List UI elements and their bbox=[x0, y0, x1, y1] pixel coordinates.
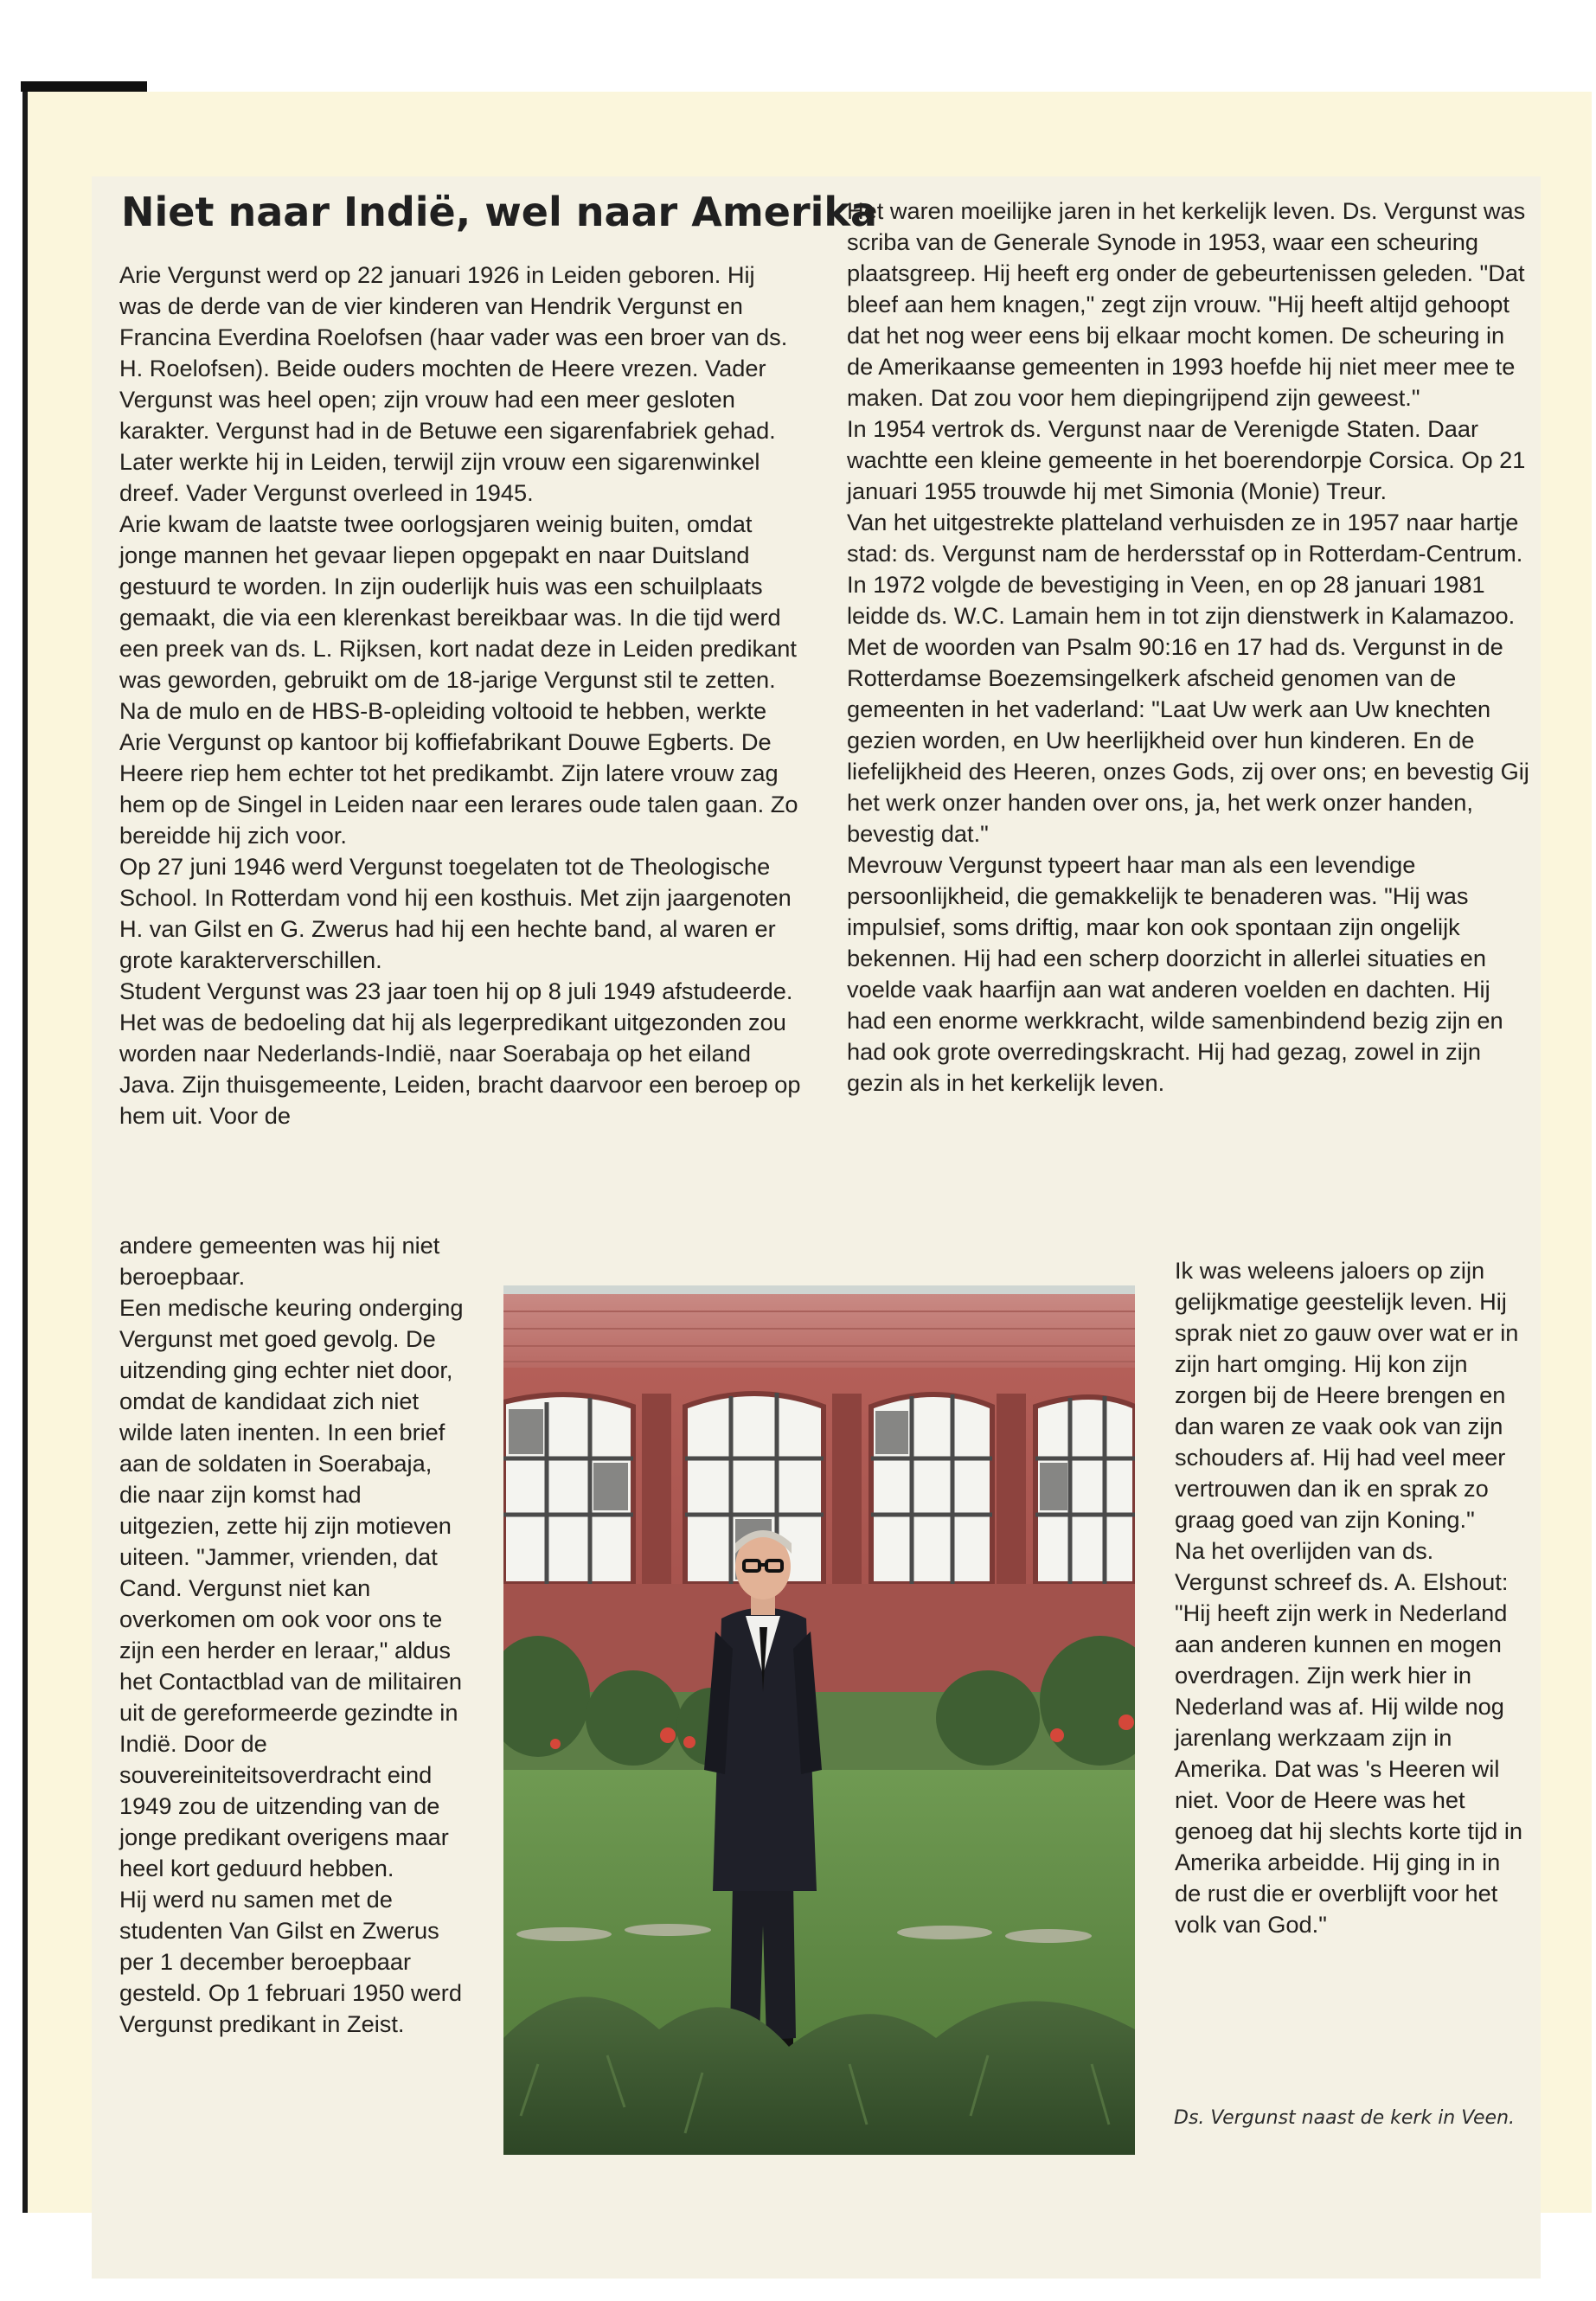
paragraph: Mevrouw Vergunst typeert haar man als een levendige persoonlijkheid, die gemakkelijk te benaderen was. "Hij was impulsief, soms driftig, maar kon ook spontaan zijn ongelijk bekennen. Hij had een scherp doorzicht in allerlei situaties en voelde vaak haarfijn aan wat anderen voelden en dachten. Hij had een enorme werkkracht, wilde samenbindend bezig zijn en had ook grote overredingskracht. Hij had gezag, zowel in zijn gezin als in het kerkelijk leven. bbox=[847, 851, 1503, 1096]
left-column bbox=[119, 260, 803, 1131]
paragraph: In 1954 vertrok ds. Vergunst naar de Verenigde Staten. Daar wachtte een kleine gemeente in het boerendorpje Corsica. Op 21 januari 1955 trouwde hij met Simonia (Monie) Treur. bbox=[847, 415, 1526, 504]
narrow-column bbox=[119, 1230, 467, 2040]
page-edge-bar bbox=[22, 92, 28, 2213]
paragraph: Op 27 juni 1946 werd Vergunst toegelaten tot de Theologische School. In Rotterdam vond hij een kosthuis. Met zijn jaargenoten H. van Gilst en G. Zwerus had hij een hechte band, al waren er grote karakterverschillen. bbox=[119, 853, 792, 973]
paragraph: Student Vergunst was 23 jaar toen hij op 8 juli 1949 afstudeerde. Het was de bedoeling dat hij als legerpredikant uitgezonden zou worden naar Nederlands-Indië, naar Soerabaja op het eiland Java. Zijn thuisgemeente, Leiden, bracht daarvoor een beroep op hem uit. Voor de bbox=[119, 977, 801, 1129]
paragraph: Na de mulo en de HBS-B-opleiding voltooid te hebben, werkte Arie Vergunst op kantoor bij koffiefabrikant Douwe Egberts. De Heere riep hem echter tot het predikambt. Zijn latere vrouw zag hem op de Singel in Leiden naar een lerares oude talen gaan. Zo bereidde hij zich voor. bbox=[119, 697, 798, 849]
article-title: Niet naar Indië, wel naar Amerika bbox=[121, 189, 878, 235]
photo-vergunst-by-church bbox=[503, 1285, 1135, 2155]
right-column bbox=[1175, 1255, 1531, 1940]
paragraph: Een medische keuring onderging Vergunst met goed gevolg. De uitzending ging echter niet door, omdat de kandidaat zich niet wilde laten inenten. In een brief aan de soldaten in Soerabaja, die naar zijn komst had uitgezien, zette hij zijn motieven uiteen. "Jammer, vrienden, dat Cand. Vergunst niet kan overkomen om ook voor ons te zijn een herder en leraar," aldus het Contactblad van de militairen uit de gereformeerde gezindte in Indië. Door de souvereiniteitsoverdracht eind 1949 zou de uitzending van de jonge predikant overigens maar heel kort geduurd hebben. bbox=[119, 1294, 464, 1881]
paragraph: Arie Vergunst werd op 22 januari 1926 in Leiden geboren. Hij was de derde van de vier kinderen van Hendrik Vergunst en Francina Everdina Roelofsen (haar vader was een broer van ds. H. Roelofsen). Beide ouders mochten de Heere vrezen. Vader Vergunst was heel open; zijn vrouw had een meer gesloten karakter. Vergunst had in de Betuwe een sigarenfabriek gehad. Later werkte hij in Leiden, terwijl zijn vrouw een sigarenwinkel dreef. Vader Vergunst overleed in 1945. bbox=[119, 261, 788, 506]
paragraph: Arie kwam de laatste twee oorlogsjaren weinig buiten, omdat jonge mannen het gevaar liepen opgepakt en naar Duitsland gestuurd te worden. In zijn ouderlijk huis was een schuilplaats gemaakt, die via een klerenkast bereikbaar was. In die tijd werd een preek van ds. L. Rijksen, kort nadat deze in Leiden predikant was geworden, gebruikt om de 18-jarige Vergunst stil te zetten. bbox=[119, 510, 797, 693]
top-rule bbox=[21, 81, 147, 92]
paragraph: Het waren moeilijke jaren in het kerkelijk leven. Ds. Vergunst was scriba van de Generale Synode in 1953, waar een scheuring plaatsgreep. Hij heeft erg onder de gebeurtenissen geleden. "Dat bleef aan hem knagen," zegt zijn vrouw. "Hij heeft altijd gehoopt dat het nog weer eens bij elkaar mocht komen. De scheuring in de Amerikaanse gemeenten in 1993 hoefde hij niet meer mee te maken. Dat zou voor hem diepingrijpend zijn geweest." bbox=[847, 197, 1526, 411]
middle-column bbox=[847, 195, 1530, 1099]
paragraph: Ik was weleens jaloers op zijn gelijkmatige geestelijk leven. Hij sprak niet zo gauw over wat er in zijn hart omging. Hij kon zijn zorgen bij de Heere brengen en dan waren ze vaak ook van zijn schouders af. Hij had veel meer vertrouwen dan ik en sprak zo graag goed van zijn Koning." bbox=[1175, 1257, 1519, 1533]
paragraph: andere gemeenten was hij niet beroepbaar. bbox=[119, 1232, 440, 1290]
paragraph: Hij werd nu samen met de studenten Van Gilst en Zwerus per 1 december beroepbaar gesteld. Op 1 februari 1950 werd Vergunst predikant in Zeist. bbox=[119, 1886, 462, 2037]
photo-caption: Ds. Vergunst naast de kerk in Veen. bbox=[1174, 2107, 1516, 2129]
paragraph: Van het uitgestrekte platteland verhuisden ze in 1957 naar hartje stad: ds. Vergunst nam de herdersstaf op in Rotterdam-Centrum. In 1972 volgde de bevestiging in Veen, en op 28 januari 1981 leidde ds. W.C. Lamain hem in tot zijn dienstwerk in Kalamazoo. Met de woorden van Psalm 90:16 en 17 had ds. Vergunst in de Rotterdamse Boezemsingelkerk afscheid genomen van de gemeenten in het vaderland: "Laat Uw werk aan Uw knechten gezien worden, en Uw heerlijkheid over hun kinderen. En de liefelijkheid des Heeren, onzes Gods, zij over ons; en bevestig Gij het werk onzer handen over ons, ja, het werk onzer handen, bevestig dat." bbox=[847, 509, 1529, 847]
paragraph: Na het overlijden van ds. Vergunst schreef ds. A. Elshout: "Hij heeft zijn werk in Nederland aan anderen kunnen en mogen overdragen. Zijn werk hier in Nederland was af. Hij wilde nog jarenlang werkzaam zijn in Amerika. Dat was 's Heeren wil niet. Voor de Heere was het genoeg dat hij slechts korte tijd in Amerika arbeidde. Hij ging in in de rust die er overblijft voor het volk van God." bbox=[1175, 1537, 1523, 1938]
